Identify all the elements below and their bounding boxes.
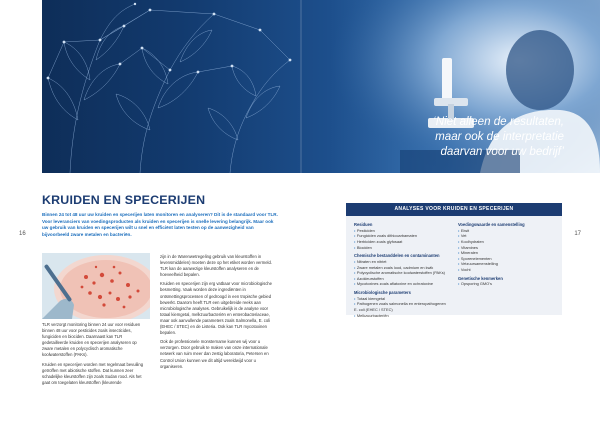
page-number-right: 17 <box>574 231 581 237</box>
body-column-b <box>160 254 276 373</box>
list-item: • Pathogenen zoals salmonella en enteropathogenen E. coli (EHEC / STEC) <box>354 301 450 312</box>
analysis-group <box>354 253 450 287</box>
analysis-box <box>346 203 562 318</box>
page-number-left: 16 <box>19 231 26 237</box>
list-item: • Nitraten en nitriet <box>354 259 450 265</box>
list-item: • Melkzuurbacteriën <box>354 313 450 319</box>
hero-banner <box>0 0 600 173</box>
list-item: • Herbiciden zoals glyfosaat <box>354 239 450 245</box>
body-paragraph: Kruiden en specerijen worden met regelmaat bevuiling getroffen met abiotische stoffen. Dat kunnen zeer schadelijke kleurstoffen zijn zoals Sudan rood. Als het gaat om toegelaten kleurstoffen (kleurende <box>42 361 144 385</box>
group-title: Microbiologische parameters <box>354 289 411 295</box>
herb-illustration-icon <box>0 0 330 173</box>
list-item: • Eiwit <box>458 228 554 234</box>
list-item: • Pesticiden <box>354 228 450 234</box>
list-item: • Mineralen <box>458 250 554 256</box>
list-item: • Vet <box>458 233 554 239</box>
body-paragraph: TLR verzorgt monitoring binnen 24 uur voor residuen binnen 48 uur voor pesticides zoals insecticides, fungiciden en biociden. Daarnaast kan TLR gedetailleerde kruiden en specerijen analyseren op zware metalen en polycyclisch aromatische koolwaterstoffen (PAKs). <box>42 322 141 358</box>
list-item: • Sporenelementen <box>458 256 554 262</box>
analysis-column-right <box>458 222 554 321</box>
list-item: • Polycyclische aromatische koolwaterstoffen (PAKs) <box>354 270 450 276</box>
analysis-group <box>354 222 450 250</box>
section-title: KRUIDEN EN SPECERIJEN <box>42 193 206 207</box>
hero-quote <box>334 114 564 159</box>
body-paragraph: Ook de professionele monstername kunnen wij voor u verzorgen. Door gebruik te maken van onze internationale netwerk van ruim meer dan zestig laboratoria, Petersen en Control Union kunnen we dit altijd wereldwijd voor u organiseren. <box>160 339 269 369</box>
analysis-group <box>458 222 554 273</box>
body-paragraph: Kruiden en specerijen zijn erg vatbaar voor microbiologische besmetting. Vaak worden deze ingrediënten in ontsmettingsprocessen of gedroogd in een tropische gebied bewerkt. Daarom heeft TLR een uitgebreide reeks aan microbiologische analyses. Gebruikelijk is de analyse voor totaal kiemgetal, melkzuurbacteriën en enterobacteriaceae, maar ook aanvullende parameters zoals Salmonella, E. coli (EHEC / STEC) en de Listeria. Ook kan TLR mycotoxinen bepalen. <box>160 281 272 336</box>
list-item: • Zware metalen zoals lood, cadmium en kwik <box>354 265 450 271</box>
body-paragraph: zijn in de Warenwetregeling gebruik van kleurstoffen in levensmiddelen) moeten deze op het etiket worden vermeld. TLR kan de aanwezige kleurstoffen analyseren en de hoeveelheid bepalen. <box>160 254 272 278</box>
list-item: • Vetzuursamenstelling <box>458 261 554 267</box>
list-item: • Opsporing GMO’s <box>458 281 554 287</box>
list-item: • Mycotoxines zoals aflatoxine en ochratoxine <box>354 281 450 287</box>
quote-line-2: maar ook de interpretatie <box>435 130 564 143</box>
intro-paragraph: Binnen 24 tot 48 uur uw kruiden en specerijen laten monitoren en analyseren? Dit is de standaard voor TLR. Voor leveranciers van voedingsproducten als kruiden en specerijen is snelle levering belangrijk. Maar ook uw gebruik van kruiden en specerijen wilt u snel en efficiënt laten testen op de aanwezigheid van bijvoorbeeld zware metalen en bacteriën. <box>42 212 278 237</box>
group-title: Chemische bestanddelen en contaminanten <box>354 253 440 259</box>
left-page-margin <box>0 0 42 173</box>
body-column-a <box>42 322 148 389</box>
quote-line-3: daarvan voor uw bedrijf’ <box>440 145 564 158</box>
list-item: • Fungiciden zoals dithiocarbamaten <box>354 233 450 239</box>
list-item: • Vitamines <box>458 245 554 251</box>
group-title: Residuen <box>354 222 373 227</box>
analysis-column-left <box>354 222 450 321</box>
group-title: Genetische kenmerken <box>458 275 503 281</box>
analysis-box-header: ANALYSES VOOR KRUIDEN EN SPECERIJEN <box>346 203 562 216</box>
quote-line-1: ‘Niet alleen de resultaten, <box>433 115 564 128</box>
page-gutter <box>300 0 302 173</box>
analysis-group <box>458 276 554 287</box>
list-item: • Koolhydraten <box>458 239 554 245</box>
list-item: • Totaal kiemgetal <box>354 296 450 302</box>
list-item: • Vocht <box>458 267 554 273</box>
group-title: Voedingswaarde en samenstelling <box>458 222 525 227</box>
analysis-group <box>354 290 450 318</box>
list-item: • Biociden <box>354 245 450 251</box>
petri-dish-photo <box>42 253 150 319</box>
list-item: • Azokleurstoffen <box>354 276 450 282</box>
